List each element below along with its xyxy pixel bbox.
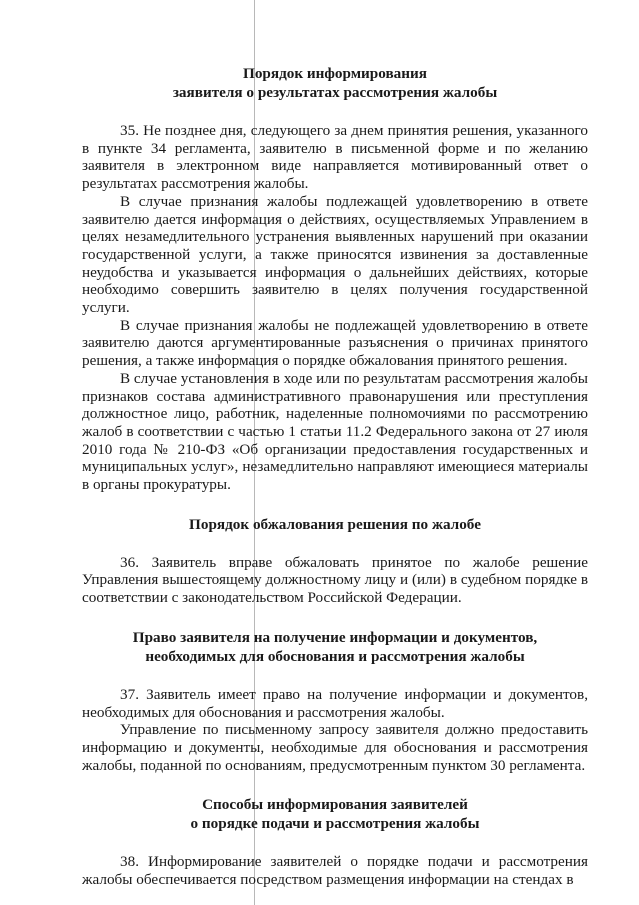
heading-line: заявителя о результатах рассмотрения жалобы [172, 84, 498, 101]
paragraph-complaint-rejected: В случае признания жалобы не подлежащей удовлетворению в ответе заявителю даются аргументированные разъяснения о причинах принятого решения, а также информация о порядке обжалования принятого решения. [82, 316, 588, 370]
heading-line: Право заявителя на получение информации и документов, [132, 628, 538, 646]
paragraph-written-request: Управление по письменному запросу заявителя должно предоставить информацию и документы, необходимые для обоснования и рассмотрения жалобы, поданной по основаниям, предусмотренным пунктом 30 регламента. [82, 721, 588, 774]
heading-line: Способы информирования заявителей [202, 796, 468, 814]
heading-line: необходимых для обоснования и рассмотрения жалобы [145, 647, 525, 665]
section-heading-informing-results [82, 64, 588, 102]
document-body [82, 64, 588, 889]
paragraph-38: 38. Информирование заявителей о порядке подачи и рассмотрения жалобы обеспечивается посредством размещения информации на стендах в [82, 853, 588, 889]
heading-line: о порядке подачи и рассмотрения жалобы [190, 815, 480, 833]
paragraph-complaint-upheld: В случае признания жалобы подлежащей удовлетворению в ответе заявителю дается информация о действиях, осуществляемых Управлением в целях незамедлительного устранения выявленных нарушений при оказании государственной услуги, а также приносятся извинения за доставленные неудобства и указывается информация о дальнейших действиях, которые необходимо совершить заявителю в целях получения государственной услуги. [82, 192, 588, 317]
paragraph-36: 36. Заявитель вправе обжаловать принятое по жалобе решение Управления вышестоящему должностному лицу и (или) в судебном порядке в соответствии с законодательством Российской Федерации. [82, 553, 588, 607]
heading-line: Порядок обжалования решения по жалобе [189, 515, 481, 533]
heading-line: Порядок информирования [243, 65, 427, 82]
paragraph-35: 35. Не позднее дня, следующего за днем принятия решения, указанного в пункте 34 регламента, заявителю в письменной форме и по желанию заявителя в электронном виде направляется мотивированный ответ о результатах рассмотрения жалобы. [82, 122, 588, 193]
paragraph-violation-found: В случае установления в ходе или по результатам рассмотрения жалобы признаков состава административного правонарушения или преступления должностное лицо, работник, наделенные полномочиями по рассмотрению жалоб в соответствии с частью 1 статьи 11.2 Федерального закона от 27 июля 2010 года № 210-ФЗ «Об организации предоставления государственных и муниципальных услуг», незамедлительно направляют имеющиеся материалы в органы прокуратуры. [82, 369, 588, 494]
section-heading-informing-methods [82, 795, 588, 833]
section-heading-appeal-decision [82, 515, 588, 534]
section-heading-right-to-information [82, 628, 588, 666]
paragraph-37: 37. Заявитель имеет право на получение информации и документов, необходимых для обоснования и рассмотрения жалобы. [82, 685, 588, 721]
